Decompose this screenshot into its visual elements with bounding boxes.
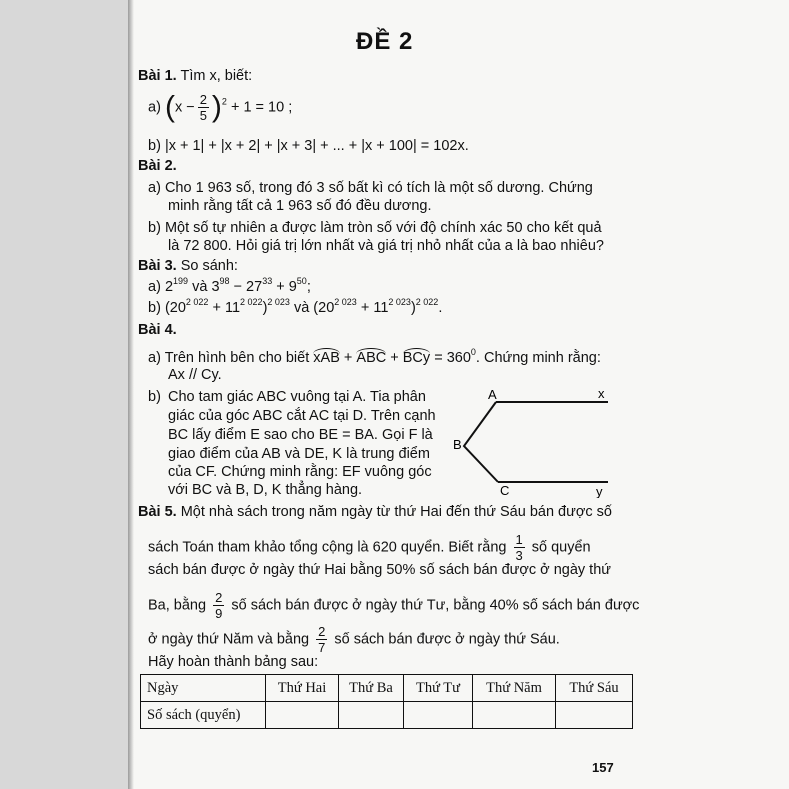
bai5-line2 [148, 532, 591, 563]
term: 3 [211, 279, 220, 295]
angle-figure [448, 386, 618, 498]
table-prompt: Hãy hoàn thành bảng sau: [148, 654, 319, 670]
fraction-2-7 [316, 624, 327, 655]
bai5-text2-tail: số quyển [531, 539, 591, 556]
term: + 11 [212, 300, 241, 316]
table-cell-empty [339, 702, 404, 729]
table-header-cell: Thứ Ba [339, 675, 404, 702]
sales-table [140, 674, 633, 729]
bai4-b-line: Cho tam giác ABC vuông tại A. Tia phân [168, 389, 426, 405]
bai2-b-line2: là 72 800. Hỏi giá trị lớn nhất và giá trị nhỏ nhất của a là bao nhiêu? [168, 238, 604, 254]
angle-xab: xAB [313, 350, 340, 366]
bai4-b-line: với BC và B, D, K thẳng hàng. [168, 482, 363, 498]
exponent: 2 023 [388, 297, 411, 307]
angle-bcy: BCy [402, 350, 431, 366]
equals-360: = 360 [434, 350, 471, 366]
bai5-text1: Một nhà sách trong năm ngày từ thứ Hai đến thứ Sáu bán được số [180, 504, 612, 520]
page-title: ĐỀ 2 [356, 28, 414, 55]
frac-den: 9 [215, 606, 223, 621]
bai2-a-line2: minh rằng tất cả 1 963 số đó đều dương. [168, 198, 432, 214]
fraction-2-5 [198, 92, 209, 123]
exponent: 2 023 [267, 297, 290, 307]
bai5-line4 [148, 590, 639, 621]
table-cell-empty [473, 702, 556, 729]
bai2-b-text1: Một số tự nhiên a được làm tròn số với độ chính xác 50 cho kết quả [164, 220, 602, 236]
bai3-b [148, 297, 443, 316]
bai1-b [148, 138, 469, 154]
bai4-b-line: giác của góc ABC cắt AC tại D. Trên cạnh [168, 408, 436, 424]
label-y: y [596, 484, 603, 498]
exponent: 2 [221, 96, 227, 107]
exponent: 2 022 [415, 297, 439, 307]
bai1-heading: Bài 1. [138, 68, 177, 84]
bai1-a-x: x − [174, 99, 195, 116]
punct: ; [306, 279, 311, 295]
bai1-a [148, 92, 292, 123]
term: ) [262, 300, 268, 316]
term: (20 [164, 300, 186, 316]
bai5-line3: sách bán được ở ngày thứ Hai bằng 50% số sách bán được ở ngày thứ [148, 562, 611, 578]
term: + 9 [276, 279, 297, 295]
bai4-a-label: a) [148, 350, 161, 366]
bai5-text5a: ở ngày thứ Năm và bằng [148, 631, 310, 648]
term: − 27 [233, 279, 263, 295]
left-paren: ( [164, 90, 175, 124]
bai4-a-tail: . Chứng minh rằng: [475, 350, 601, 366]
bai5-line1 [138, 504, 612, 520]
bai4-a-line1 [148, 348, 601, 366]
bai4-heading: Bài 4. [138, 322, 177, 338]
textbook-page [128, 0, 789, 789]
bai2-b-label: b) [148, 220, 161, 236]
term: ) [410, 300, 416, 316]
bai3-prompt: So sánh: [180, 258, 238, 274]
label-a: A [488, 387, 497, 402]
table-cell-empty [404, 702, 473, 729]
frac-num: 2 [199, 92, 207, 107]
bai5-heading: Bài 5. [138, 504, 177, 520]
label-b: B [453, 437, 462, 452]
exponent: 2 022 [240, 297, 263, 307]
bai1-heading-line [138, 68, 252, 84]
bai3-heading: Bài 3. [138, 258, 177, 274]
bai3-heading-line [138, 258, 238, 274]
bai4-b-line: giao điểm của AB và DE, K là trung điểm [168, 446, 430, 462]
table-cell-empty [556, 702, 633, 729]
angle-abc: ABC [356, 350, 387, 366]
bai5-line5 [148, 624, 560, 655]
bai4-a-text: Trên hình bên cho biết [164, 350, 310, 366]
exponent: 33 [262, 276, 273, 286]
frac-den: 3 [515, 548, 523, 563]
frac-num: 2 [215, 590, 223, 605]
table-row [141, 702, 633, 729]
segments-ab-bc [464, 402, 498, 482]
frac-num: 2 [318, 624, 326, 639]
bai1-a-label: a) [148, 99, 161, 116]
right-paren: ) [211, 90, 222, 124]
bai2-b-line1 [148, 220, 602, 236]
connector: và (20 [293, 300, 335, 316]
bai5-text5b: số sách bán được ở ngày thứ Sáu. [334, 631, 560, 648]
table-header-cell: Thứ Tư [404, 675, 473, 702]
exponent: 2 023 [334, 297, 357, 307]
degree: 0 [470, 347, 476, 357]
plus: + [343, 350, 353, 366]
bai4-b-label: b) [148, 389, 161, 405]
connector: và [192, 279, 208, 295]
bai4-b-line: BC lấy điểm E sao cho BE = BA. Gọi F là [168, 427, 433, 443]
bai5-text4b: số sách bán được ở ngày thứ Tư, bằng 40% số sách bán được [231, 597, 640, 614]
bai5-text4a: Ba, bằng [148, 597, 207, 614]
bai5-text2: sách Toán tham khảo tổng cộng là 620 quyển. Biết rằng [148, 539, 507, 556]
bai3-a-label: a) [148, 279, 161, 295]
bai1-a-rest: + 1 = 10 ; [230, 99, 293, 116]
label-c: C [500, 483, 510, 498]
fraction-1-3 [514, 532, 525, 563]
punct: . [438, 300, 443, 316]
exponent: 98 [219, 276, 230, 286]
frac-den: 5 [199, 108, 207, 123]
frac-num: 1 [515, 532, 523, 547]
term: + 11 [360, 300, 389, 316]
page-number: 157 [592, 760, 614, 775]
table-header-cell: Thứ Hai [266, 675, 339, 702]
exponent: 50 [296, 276, 307, 286]
table-header-cell: Ngày [141, 675, 266, 702]
bai4-b-line: của CF. Chứng minh rằng: EF vuông góc [168, 464, 432, 480]
table-row-label: Số sách (quyển) [141, 702, 266, 729]
exponent: 199 [173, 276, 189, 286]
bai1-b-label: b) [148, 138, 161, 154]
table-cell-empty [266, 702, 339, 729]
bai2-a-label: a) [148, 180, 161, 196]
frac-den: 7 [318, 640, 326, 655]
bai2-heading: Bài 2. [138, 158, 177, 174]
term: 2 [164, 279, 174, 295]
bai3-b-label: b) [148, 300, 161, 316]
bai2-a-line1 [148, 180, 593, 196]
table-header-cell: Thứ Sáu [556, 675, 633, 702]
bai4-a-line2: Ax // Cy. [168, 367, 222, 383]
fraction-2-9 [213, 590, 224, 621]
table-header-cell: Thứ Năm [473, 675, 556, 702]
bai1-b-expr: |x + 1| + |x + 2| + |x + 3| + ... + |x + 100| = 102x. [164, 138, 469, 154]
bai2-a-text1: Cho 1 963 số, trong đó 3 số bất kì có tích là một số dương. Chứng [164, 180, 593, 196]
exponent: 2 022 [185, 297, 209, 307]
label-x: x [598, 386, 605, 401]
table-header-row [141, 675, 633, 702]
plus: + [390, 350, 399, 366]
bai3-a [148, 276, 311, 295]
bai1-prompt: Tìm x, biết: [180, 68, 253, 84]
